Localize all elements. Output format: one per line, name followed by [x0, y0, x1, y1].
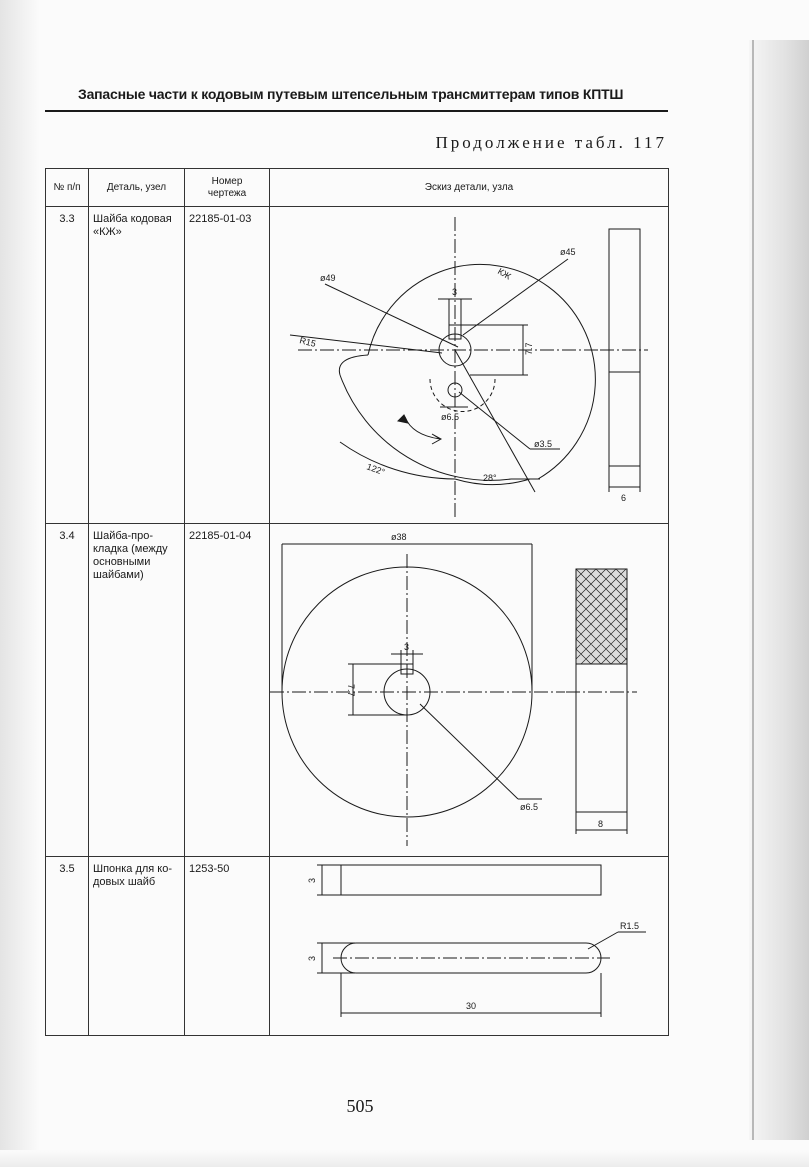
header-rule — [45, 110, 668, 112]
col-header-part: Деталь, узел — [89, 169, 185, 207]
scan-bottom-edge — [0, 1150, 809, 1167]
washer-lower-arc — [340, 375, 511, 480]
label-kzh-mark: КЖ — [496, 266, 513, 282]
table-row — [46, 524, 669, 857]
label-angle-122: 122° — [365, 461, 387, 478]
rotation-arrow-icon — [405, 417, 441, 444]
label-height-77: 7.7 — [524, 342, 534, 355]
running-header: Запасные части к кодовым путевым штепсельным трансмиттерам типов КПТШ — [78, 86, 624, 102]
leader-r15 — [588, 932, 618, 949]
code-washer-kzh-drawing — [270, 207, 669, 517]
label-length-30: 30 — [466, 1001, 477, 1011]
label-thickness-6: 6 — [621, 493, 627, 503]
col-header-drawing-number-text: Номер чертежа — [207, 175, 247, 199]
leader-d65 — [420, 704, 518, 799]
label-d35: ø3.5 — [534, 439, 553, 449]
table-continuation-caption: Продолжение табл. 117 — [435, 133, 667, 152]
row-number: 3.4 — [46, 524, 89, 857]
row-drawing-number: 22185-01-03 — [185, 207, 270, 524]
spacer-washer-drawing — [270, 524, 669, 850]
label-width-3: 3 — [404, 642, 410, 652]
table-row — [46, 207, 669, 524]
row-part-name: Шайба кодовая «КЖ» — [89, 207, 185, 524]
label-d65: ø6.5 — [441, 412, 460, 422]
leader-d49 — [325, 284, 458, 347]
label-d45: ø45 — [560, 247, 576, 257]
row-sketch — [270, 207, 669, 524]
row-drawing-number: 22185-01-04 — [185, 524, 270, 857]
row-part-name: Шпонка для ко-довых шайб — [89, 857, 185, 1036]
row-number: 3.5 — [46, 857, 89, 1036]
scan-right-edge — [749, 40, 809, 1140]
spare-parts-table — [45, 168, 669, 1036]
scan-binding-line — [752, 40, 754, 1140]
washer-outline — [368, 264, 595, 479]
angle-122-arc — [340, 442, 455, 479]
row-sketch — [270, 524, 669, 857]
col-header-number: № п/п — [46, 169, 89, 207]
label-thickness-8: 8 — [598, 819, 604, 829]
label-angle-28: 28° — [483, 473, 497, 483]
scan-left-shadow — [0, 0, 40, 1167]
row-sketch — [270, 857, 669, 1036]
label-d65: ø6.5 — [520, 802, 539, 812]
row-drawing-number: 1253-50 — [185, 857, 270, 1036]
side-view-body — [609, 229, 640, 466]
table-row — [46, 857, 669, 1036]
label-side-thickness: 3 — [307, 877, 317, 883]
col-header-drawing-number — [185, 169, 270, 207]
table-header-row — [46, 169, 669, 207]
key-drawing — [270, 857, 669, 1029]
col-header-sketch: Эскиз детали, узла — [270, 169, 669, 207]
washer-notch-outline — [339, 355, 368, 375]
label-top-width: 3 — [307, 955, 317, 961]
label-r15: R15 — [298, 335, 317, 349]
label-r15: R1.5 — [620, 921, 640, 931]
row-part-name: Шайба-про-кладка (между основными шайбами) — [89, 524, 185, 857]
row-number: 3.3 — [46, 207, 89, 524]
page-number: 505 — [346, 1096, 374, 1116]
key-side-view — [341, 865, 601, 895]
mark-symbol — [398, 415, 408, 423]
label-d38: ø38 — [391, 532, 407, 542]
label-d49: ø49 — [320, 273, 336, 283]
label-width-3: 3 — [452, 287, 458, 297]
label-height-77: 7.7 — [346, 684, 356, 697]
side-view-body — [576, 664, 627, 812]
